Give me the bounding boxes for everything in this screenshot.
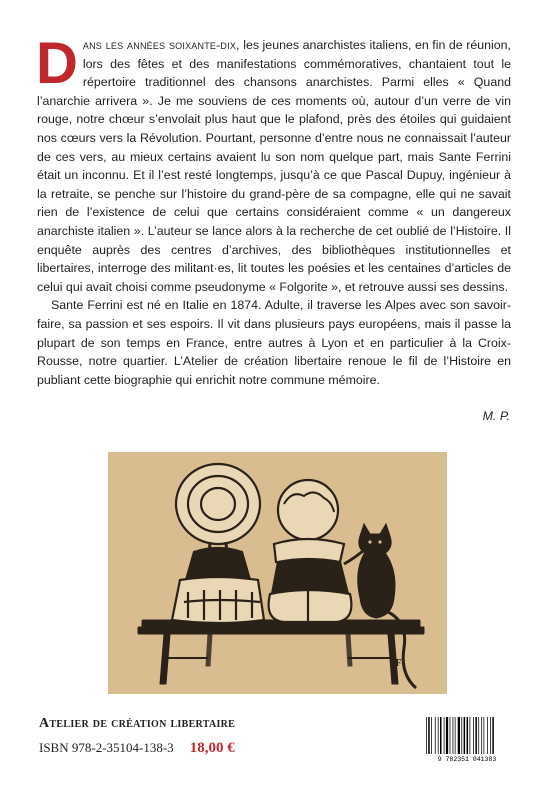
isbn-number: ISBN 978-2-35104-138-3 xyxy=(39,740,174,755)
opening-smallcaps: ans les années soixante-dix, xyxy=(82,38,240,52)
publisher-name: Atelier de création libertaire xyxy=(39,716,236,731)
barcode-bar xyxy=(470,717,471,754)
barcode-bar xyxy=(455,717,456,754)
paragraph-2: Sante Ferrini est né en Italie en 1874. Adulte, il traverse les Alpes avec son savoir-faire, sa passion et ses espoirs. Il vit dans plusieurs pays européens, mais il passe la plupart de son temps en France, entre autres à Lyon et en particulier à la Croix-Rousse, notre quartier. L’Atelier de création libertaire renoue le fil de l’Histoire en publiant cette biographie qui enrichit notre commune mémoire. xyxy=(37,298,511,387)
barcode-bar xyxy=(487,717,488,754)
barcode xyxy=(423,715,511,763)
barcode-bar xyxy=(478,717,479,754)
barcode-bar xyxy=(467,717,469,754)
illustration-children-and-cat xyxy=(108,452,447,694)
signature: M. P. xyxy=(482,409,510,423)
back-cover-text xyxy=(36,31,511,389)
barcode-bar xyxy=(473,717,474,754)
barcode-bar xyxy=(484,717,485,754)
barcode-bar xyxy=(435,717,436,754)
barcode-bar xyxy=(444,717,445,754)
drop-cap: D xyxy=(36,31,78,96)
barcode-bar xyxy=(446,717,448,754)
barcode-bar xyxy=(492,717,494,754)
barcode-bar xyxy=(475,717,477,754)
isbn-price-line xyxy=(39,739,235,757)
barcode-bar xyxy=(481,717,482,754)
barcode-bar xyxy=(464,717,466,754)
barcode-digits: 9 782351 041383 xyxy=(437,756,497,763)
barcode-bar xyxy=(431,717,432,754)
barcode-bar xyxy=(461,717,462,754)
barcode-bar xyxy=(440,717,442,754)
paragraph-1 xyxy=(36,31,511,296)
price: 18,00 € xyxy=(189,740,235,756)
illustration-monogram: SF xyxy=(390,658,402,669)
barcode-bar xyxy=(438,717,439,754)
barcode-bar xyxy=(450,717,451,754)
barcode-bar xyxy=(453,717,454,754)
barcode-bar xyxy=(490,717,491,754)
barcode-bar xyxy=(428,717,430,754)
barcode-bar xyxy=(426,717,427,754)
barcode-bar xyxy=(458,717,460,754)
paragraph-1-body: les jeunes anarchistes italiens, en fin de réunion, lors des fêtes et des manifestations commémoratives, chantaient tout le répertoire traditionnel des chansons anarchistes. Parmi elles « Quand l’anarchie arrivera ». Je me souviens de ces moments où, autour d’un verre de vin rouge, notre chœur s’envolait plus haut que le plafond, près des étoiles qui guidaient nos cœurs vers la Révolution. Pourtant, personne d’entre nous ne connaissait l’auteur de ces vers, au mieux certains avaient lu son nom quelque part, mais Sante Ferrini était un inconnu. Et il l’est resté longtemps, jusqu’à ce que Pascal Dupuy, ingénieur à la retraite, se penche sur l’histoire du grand-père de sa compagne, elle qui ne savait rien de l’existence de celui que certains considéraient comme « un dangereux anarchiste italien ». L’auteur se lance alors à la recherche de cet oublié de l’Histoire. Il enquête auprès des centres d’archives, des bibliothèques institutionnelles et libertaires, interroge des militant·es, lit toutes les poésies et les centaines d’articles de celui qui avait choisi comme pseudonyme « Folgorite », et retrouve aussi ses dessins. xyxy=(37,38,511,294)
